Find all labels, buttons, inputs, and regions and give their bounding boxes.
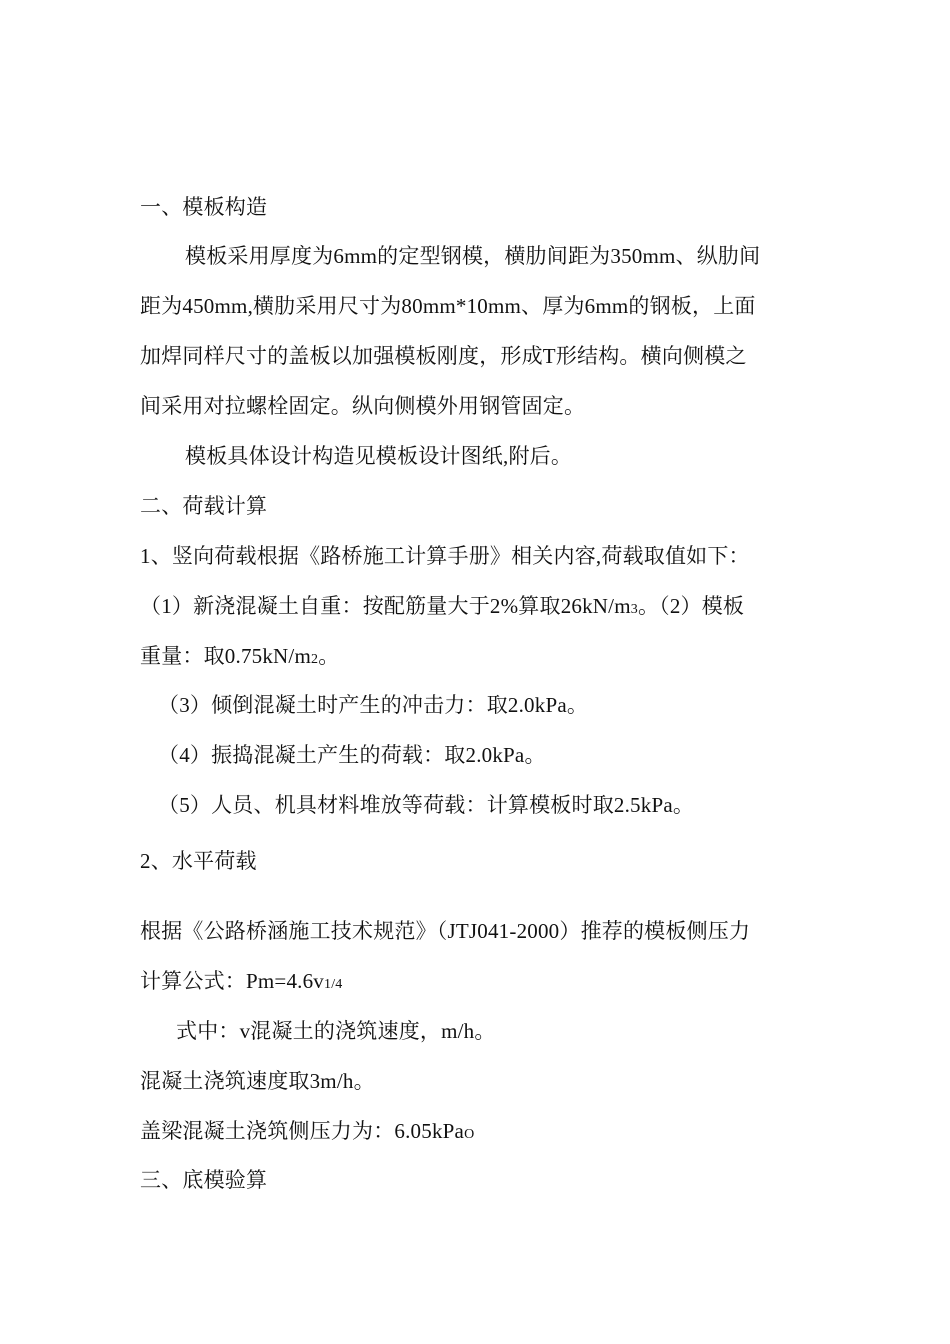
load-item-line: （5）人员、机具材料堆放等荷载：计算模板时取2.5kPa。 [158, 793, 695, 817]
formula-line [140, 968, 343, 998]
text-run: （1）新浇混凝土自重：按配筋量大于2%算取26kN/m [140, 594, 631, 618]
paragraph-line: 式中：v混凝土的浇筑速度，m/h。 [176, 1019, 496, 1043]
exponent-subscript: 1/4 [324, 977, 343, 992]
paragraph-line [140, 1118, 474, 1148]
unit-subscript: 2 [310, 652, 319, 667]
text-run: 重量：取0.75kN/m [140, 644, 311, 668]
text-run: 盖梁混凝土浇筑侧压力为：6.05kPa [140, 1119, 465, 1143]
section-heading-1: 一、模板构造 [140, 195, 268, 219]
load-item-line: （4）振捣混凝土产生的荷载：取2.0kPa。 [158, 743, 546, 767]
paragraph-line: 距为450mm,横肋采用尺寸为80mm*10mm、厚为6mm的钢板，上面 [140, 294, 756, 318]
text-run: O [464, 1127, 475, 1142]
subsection-heading: 2、水平荷载 [140, 849, 257, 873]
load-item-line [140, 643, 339, 673]
load-item-line: （3）倾倒混凝土时产生的冲击力：取2.0kPa。 [158, 693, 589, 717]
paragraph-line: 模板具体设计构造见模板设计图纸,附后。 [185, 444, 573, 468]
paragraph-line: 模板采用厚度为6mm的定型钢模，横肋间距为350mm、纵肋间 [185, 244, 761, 268]
text-run: 。（2）模板 [637, 594, 745, 618]
paragraph-line: 加焊同样尺寸的盖板以加强模板刚度，形成T形结构。横向侧模之 [140, 344, 747, 368]
text-run: 计算公式：Pm=4.6v [140, 969, 325, 993]
subsection-heading: 1、竖向荷载根据《路桥施工计算手册》相关内容,荷载取值如下： [140, 544, 750, 568]
section-heading-3: 三、底模验算 [140, 1168, 268, 1192]
section-heading-2: 二、荷载计算 [140, 494, 268, 518]
paragraph-line: 根据《公路桥涵施工技术规范》（JTJ041-2000）推荐的模板侧压力 [140, 919, 751, 943]
load-item-line [140, 593, 744, 623]
paragraph-line: 间采用对拉螺栓固定。纵向侧模外用钢管固定。 [140, 394, 586, 418]
text-run: 。 [318, 644, 340, 668]
paragraph-line: 混凝土浇筑速度取3m/h。 [140, 1069, 375, 1093]
unit-subscript: 3 [630, 602, 638, 617]
